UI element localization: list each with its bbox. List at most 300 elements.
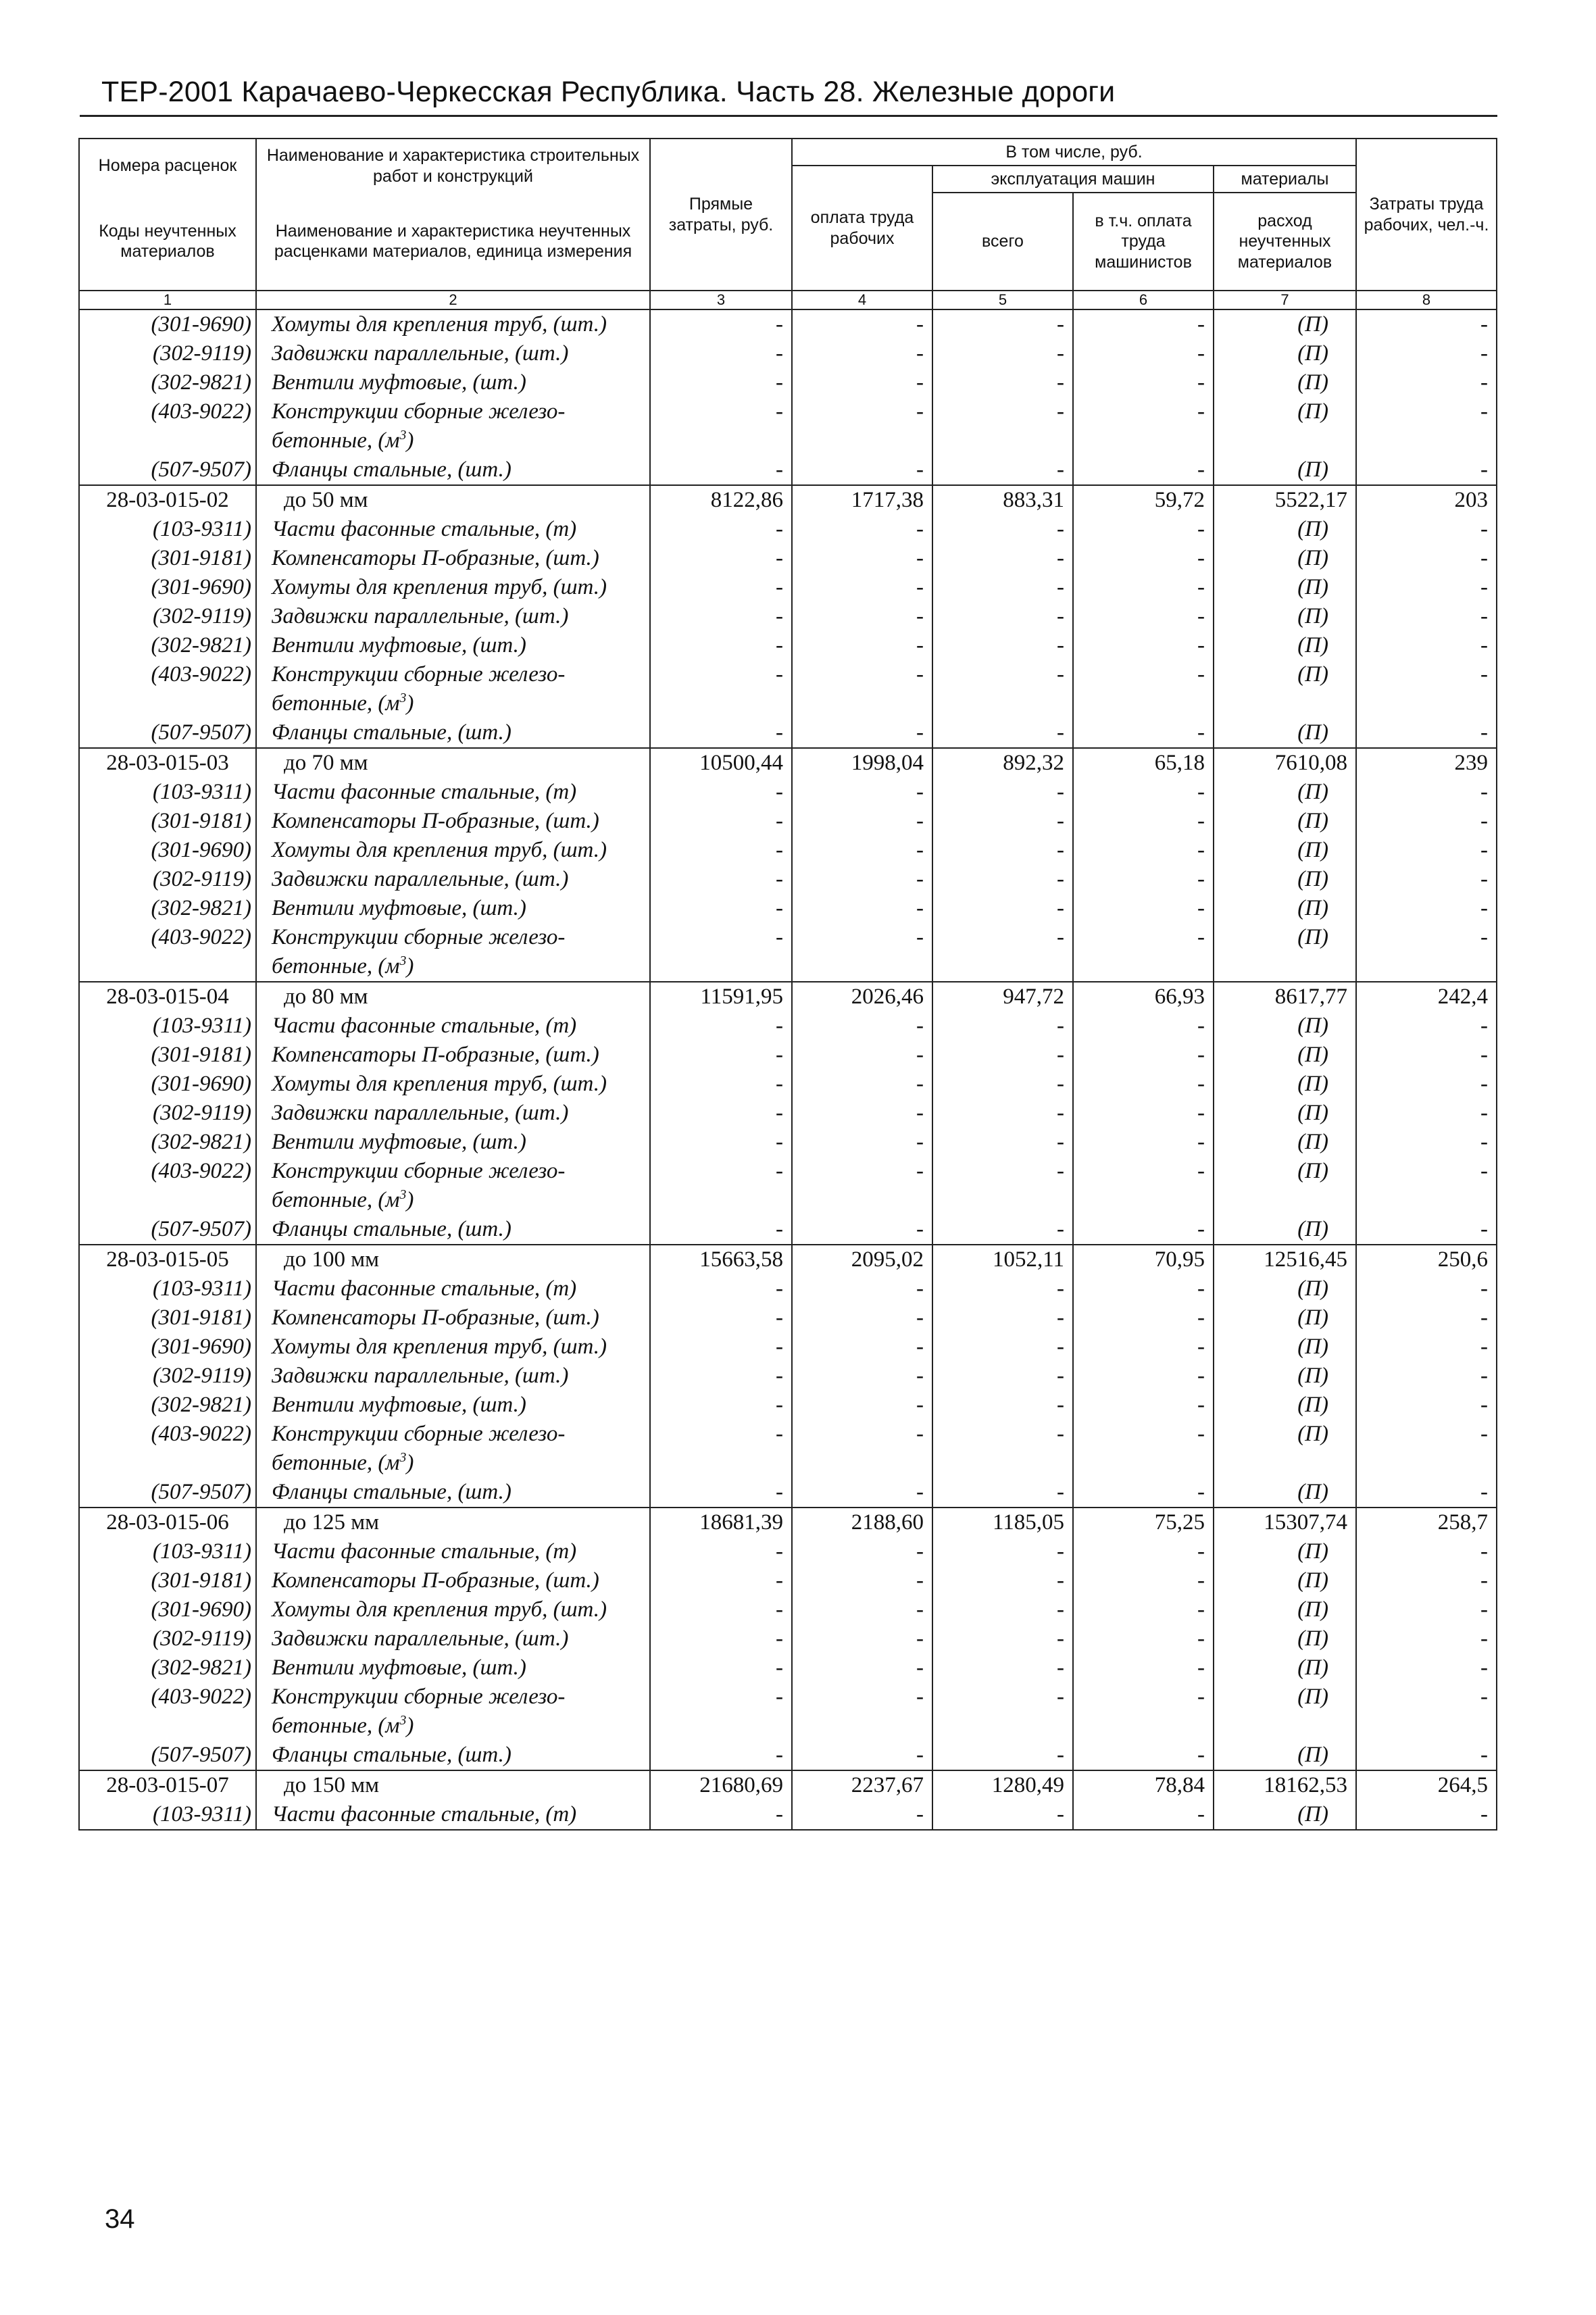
header-unaccounted-materials: расход неучтенных материалов bbox=[1214, 193, 1356, 291]
norm-table bbox=[78, 138, 1497, 1831]
material-row bbox=[79, 1537, 1497, 1566]
materials-cell: (П) bbox=[1214, 1041, 1356, 1070]
direct-costs-cell: - bbox=[650, 309, 792, 339]
material-row bbox=[79, 1800, 1497, 1830]
page-title: ТЕР-2001 Карачаево-Черкесская Республика. Часть 28. Железные дороги bbox=[101, 76, 1116, 108]
direct-costs-cell: - bbox=[650, 1537, 792, 1566]
materials-cell: (П) bbox=[1214, 515, 1356, 544]
header-materials: материалы bbox=[1214, 166, 1356, 193]
name-text: Конструкции сборные железо-бетонные, (м bbox=[272, 1159, 566, 1212]
labor-hours-cell: - bbox=[1356, 718, 1497, 748]
name-text: Конструкции сборные железо-бетонные, (м bbox=[272, 399, 566, 453]
name-text: Части фасонные стальные, (т) bbox=[272, 780, 577, 804]
rate-code-cell: 28-03-015-02 bbox=[79, 485, 256, 515]
machine-total-cell: - bbox=[932, 1537, 1073, 1566]
rate-name-cell bbox=[256, 982, 650, 1012]
labor-pay-cell: - bbox=[792, 1741, 932, 1770]
material-code-cell: (403-9022) bbox=[79, 923, 256, 982]
materials-cell: (П) bbox=[1214, 807, 1356, 836]
direct-costs-cell: - bbox=[650, 368, 792, 397]
material-row bbox=[79, 515, 1497, 544]
machinist-pay-cell: - bbox=[1073, 1362, 1214, 1391]
machinist-pay-cell: - bbox=[1073, 1800, 1214, 1830]
direct-costs-cell: - bbox=[650, 573, 792, 602]
machine-total-cell: - bbox=[932, 718, 1073, 748]
material-code-cell: (103-9311) bbox=[79, 778, 256, 807]
labor-hours-cell: - bbox=[1356, 1391, 1497, 1420]
machine-total-cell: - bbox=[932, 397, 1073, 455]
machine-total-cell: - bbox=[932, 1800, 1073, 1830]
labor-pay-cell: - bbox=[792, 807, 932, 836]
machinist-pay-cell: - bbox=[1073, 339, 1214, 368]
material-row bbox=[79, 1274, 1497, 1303]
material-row bbox=[79, 1683, 1497, 1741]
machine-total-cell: - bbox=[932, 1333, 1073, 1362]
machine-total-cell: - bbox=[932, 1478, 1073, 1508]
labor-hours-cell: - bbox=[1356, 1303, 1497, 1333]
material-code-cell: (103-9311) bbox=[79, 1274, 256, 1303]
material-code-cell: (302-9119) bbox=[79, 1362, 256, 1391]
materials-cell: (П) bbox=[1214, 1741, 1356, 1770]
machine-total-cell: - bbox=[932, 1624, 1073, 1653]
labor-pay-cell: - bbox=[792, 1303, 932, 1333]
material-name-cell bbox=[256, 309, 650, 339]
material-name-cell bbox=[256, 1012, 650, 1041]
materials-cell: (П) bbox=[1214, 1333, 1356, 1362]
name-text-end: ) bbox=[406, 1451, 414, 1475]
labor-pay-cell: - bbox=[792, 718, 932, 748]
material-row bbox=[79, 778, 1497, 807]
direct-costs-cell: - bbox=[650, 339, 792, 368]
materials-cell: (П) bbox=[1214, 1070, 1356, 1099]
labor-pay-cell: 2237,67 bbox=[792, 1770, 932, 1800]
labor-hours-cell: - bbox=[1356, 1041, 1497, 1070]
labor-hours-cell: - bbox=[1356, 1128, 1497, 1157]
rate-row bbox=[79, 485, 1497, 515]
machinist-pay-cell: - bbox=[1073, 660, 1214, 718]
labor-pay-cell: - bbox=[792, 894, 932, 923]
materials-cell: (П) bbox=[1214, 544, 1356, 573]
material-name-cell bbox=[256, 1157, 650, 1215]
material-code-cell: (507-9507) bbox=[79, 718, 256, 748]
material-row bbox=[79, 1128, 1497, 1157]
labor-hours-cell: 264,5 bbox=[1356, 1770, 1497, 1800]
rate-code-cell: 28-03-015-04 bbox=[79, 982, 256, 1012]
materials-cell: (П) bbox=[1214, 573, 1356, 602]
labor-pay-cell: - bbox=[792, 1215, 932, 1245]
labor-pay-cell: - bbox=[792, 923, 932, 982]
material-code-cell: (302-9821) bbox=[79, 1653, 256, 1683]
machinist-pay-cell: - bbox=[1073, 1595, 1214, 1624]
name-text: Вентили муфтовые, (шт.) bbox=[272, 370, 526, 395]
machinist-pay-cell: - bbox=[1073, 923, 1214, 982]
name-text: Хомуты для крепления труб, (шт.) bbox=[272, 1597, 607, 1622]
direct-costs-cell: - bbox=[650, 1041, 792, 1070]
material-code-cell: (301-9181) bbox=[79, 807, 256, 836]
material-code-cell: (302-9119) bbox=[79, 339, 256, 368]
labor-pay-cell: - bbox=[792, 515, 932, 544]
direct-costs-cell: - bbox=[650, 865, 792, 894]
direct-costs-cell: - bbox=[650, 894, 792, 923]
material-code-cell: (302-9119) bbox=[79, 1099, 256, 1128]
materials-cell: (П) bbox=[1214, 923, 1356, 982]
materials-cell: (П) bbox=[1214, 1800, 1356, 1830]
machinist-pay-cell: - bbox=[1073, 1741, 1214, 1770]
direct-costs-cell: - bbox=[650, 1478, 792, 1508]
name-text: Части фасонные стальные, (т) bbox=[272, 1276, 577, 1301]
direct-costs-cell: 11591,95 bbox=[650, 982, 792, 1012]
material-name-cell bbox=[256, 1683, 650, 1741]
machine-total-cell: - bbox=[932, 1157, 1073, 1215]
machinist-pay-cell: - bbox=[1073, 1537, 1214, 1566]
direct-costs-cell: - bbox=[650, 1800, 792, 1830]
machine-total-cell: 947,72 bbox=[932, 982, 1073, 1012]
machine-total-cell: - bbox=[932, 1566, 1073, 1595]
machinist-pay-cell: - bbox=[1073, 1624, 1214, 1653]
materials-cell: (П) bbox=[1214, 309, 1356, 339]
direct-costs-cell: 15663,58 bbox=[650, 1245, 792, 1274]
materials-cell: (П) bbox=[1214, 718, 1356, 748]
material-row bbox=[79, 368, 1497, 397]
name-text: Части фасонные стальные, (т) bbox=[272, 1014, 577, 1038]
direct-costs-cell: - bbox=[650, 631, 792, 660]
labor-pay-cell: - bbox=[792, 602, 932, 631]
direct-costs-cell: - bbox=[650, 1274, 792, 1303]
materials-cell: (П) bbox=[1214, 1624, 1356, 1653]
machine-total-cell: - bbox=[932, 1099, 1073, 1128]
machinist-pay-cell: - bbox=[1073, 1041, 1214, 1070]
unit-superscript: 3 bbox=[399, 953, 407, 968]
column-numbers-row bbox=[79, 291, 1497, 309]
material-name-cell bbox=[256, 778, 650, 807]
name-text-end: ) bbox=[406, 1188, 414, 1212]
material-row bbox=[79, 1012, 1497, 1041]
header-material-codes: Коды неучтенных материалов bbox=[79, 193, 256, 291]
direct-costs-cell: - bbox=[650, 1683, 792, 1741]
material-name-cell bbox=[256, 1391, 650, 1420]
direct-costs-cell: 10500,44 bbox=[650, 748, 792, 778]
materials-cell: 5522,17 bbox=[1214, 485, 1356, 515]
direct-costs-cell: - bbox=[650, 1099, 792, 1128]
direct-costs-cell: - bbox=[650, 1303, 792, 1333]
name-text: Конструкции сборные железо-бетонные, (м bbox=[272, 1422, 566, 1475]
materials-cell: (П) bbox=[1214, 1303, 1356, 1333]
materials-cell: (П) bbox=[1214, 1274, 1356, 1303]
unit-superscript: 3 bbox=[399, 1450, 407, 1465]
rate-code-cell: 28-03-015-06 bbox=[79, 1508, 256, 1537]
machinist-pay-cell: 70,95 bbox=[1073, 1245, 1214, 1274]
direct-costs-cell: - bbox=[650, 1420, 792, 1478]
machinist-pay-cell: 59,72 bbox=[1073, 485, 1214, 515]
machinist-pay-cell: - bbox=[1073, 602, 1214, 631]
material-code-cell: (403-9022) bbox=[79, 1157, 256, 1215]
material-name-cell bbox=[256, 573, 650, 602]
labor-hours-cell: - bbox=[1356, 1537, 1497, 1566]
labor-pay-cell: - bbox=[792, 1333, 932, 1362]
materials-cell: (П) bbox=[1214, 1537, 1356, 1566]
machine-total-cell: - bbox=[932, 544, 1073, 573]
material-name-cell bbox=[256, 807, 650, 836]
name-text: Задвижки параллельные, (шт.) bbox=[272, 1364, 569, 1388]
rate-name-cell bbox=[256, 1508, 650, 1537]
machinist-pay-cell: - bbox=[1073, 1070, 1214, 1099]
machine-total-cell: - bbox=[932, 515, 1073, 544]
direct-costs-cell: - bbox=[650, 602, 792, 631]
machinist-pay-cell: - bbox=[1073, 631, 1214, 660]
name-text: Задвижки параллельные, (шт.) bbox=[272, 604, 569, 628]
name-text: Хомуты для крепления труб, (шт.) bbox=[272, 1335, 607, 1359]
header-machine-total: всего bbox=[932, 193, 1073, 291]
material-row bbox=[79, 1595, 1497, 1624]
materials-cell: (П) bbox=[1214, 1128, 1356, 1157]
labor-hours-cell: - bbox=[1356, 660, 1497, 718]
machine-total-cell: 1185,05 bbox=[932, 1508, 1073, 1537]
page-number: 34 bbox=[105, 2204, 135, 2234]
materials-cell: (П) bbox=[1214, 778, 1356, 807]
machine-total-cell: - bbox=[932, 339, 1073, 368]
labor-pay-cell: 2095,02 bbox=[792, 1245, 932, 1274]
name-text: Компенсаторы П-образные, (шт.) bbox=[272, 809, 599, 833]
material-row bbox=[79, 455, 1497, 485]
labor-hours-cell: 250,6 bbox=[1356, 1245, 1497, 1274]
header-labor-costs: Затраты труда рабочих, чел.-ч. bbox=[1356, 139, 1497, 291]
name-text: Задвижки параллельные, (шт.) bbox=[272, 867, 569, 891]
material-code-cell: (403-9022) bbox=[79, 1683, 256, 1741]
materials-cell: (П) bbox=[1214, 1683, 1356, 1741]
material-name-cell bbox=[256, 339, 650, 368]
direct-costs-cell: - bbox=[650, 1391, 792, 1420]
material-row bbox=[79, 1215, 1497, 1245]
machine-total-cell: - bbox=[932, 1595, 1073, 1624]
direct-costs-cell: - bbox=[650, 778, 792, 807]
rate-row bbox=[79, 1770, 1497, 1800]
material-code-cell: (302-9821) bbox=[79, 1391, 256, 1420]
name-text: Компенсаторы П-образные, (шт.) bbox=[272, 546, 599, 570]
machine-total-cell: - bbox=[932, 1041, 1073, 1070]
labor-hours-cell: - bbox=[1356, 573, 1497, 602]
material-code-cell: (301-9690) bbox=[79, 1333, 256, 1362]
machinist-pay-cell: - bbox=[1073, 1303, 1214, 1333]
rate-row bbox=[79, 748, 1497, 778]
machine-total-cell: - bbox=[932, 807, 1073, 836]
machinist-pay-cell: - bbox=[1073, 309, 1214, 339]
labor-hours-cell: - bbox=[1356, 1653, 1497, 1683]
column-number: 3 bbox=[650, 291, 792, 309]
material-code-cell: (403-9022) bbox=[79, 1420, 256, 1478]
name-text-end: ) bbox=[406, 1714, 414, 1738]
machinist-pay-cell: - bbox=[1073, 1157, 1214, 1215]
name-text: Части фасонные стальные, (т) bbox=[272, 517, 577, 541]
labor-hours-cell: - bbox=[1356, 1566, 1497, 1595]
labor-hours-cell: 203 bbox=[1356, 485, 1497, 515]
header-direct-costs: Прямые затраты, руб. bbox=[650, 139, 792, 291]
material-code-cell: (103-9311) bbox=[79, 1537, 256, 1566]
material-name-cell bbox=[256, 631, 650, 660]
material-name-cell bbox=[256, 1624, 650, 1653]
machinist-pay-cell: - bbox=[1073, 455, 1214, 485]
materials-cell: 18162,53 bbox=[1214, 1770, 1356, 1800]
labor-pay-cell: - bbox=[792, 1128, 932, 1157]
material-row bbox=[79, 1041, 1497, 1070]
material-name-cell bbox=[256, 1537, 650, 1566]
materials-cell: (П) bbox=[1214, 1099, 1356, 1128]
labor-pay-cell: - bbox=[792, 1595, 932, 1624]
materials-cell: (П) bbox=[1214, 1215, 1356, 1245]
material-code-cell: (103-9311) bbox=[79, 515, 256, 544]
machinist-pay-cell: - bbox=[1073, 1215, 1214, 1245]
machine-total-cell: - bbox=[932, 573, 1073, 602]
name-text: до 100 мм bbox=[284, 1247, 380, 1272]
machine-total-cell: 1280,49 bbox=[932, 1770, 1073, 1800]
material-code-cell: (301-9181) bbox=[79, 544, 256, 573]
material-name-cell bbox=[256, 1333, 650, 1362]
material-row bbox=[79, 807, 1497, 836]
name-text: Части фасонные стальные, (т) bbox=[272, 1802, 577, 1826]
materials-cell: (П) bbox=[1214, 368, 1356, 397]
labor-pay-cell: - bbox=[792, 1274, 932, 1303]
labor-hours-cell: 239 bbox=[1356, 748, 1497, 778]
material-name-cell bbox=[256, 718, 650, 748]
machinist-pay-cell: - bbox=[1073, 368, 1214, 397]
direct-costs-cell: - bbox=[650, 807, 792, 836]
labor-hours-cell: - bbox=[1356, 631, 1497, 660]
machine-total-cell: - bbox=[932, 631, 1073, 660]
machinist-pay-cell: - bbox=[1073, 1566, 1214, 1595]
name-text: Вентили муфтовые, (шт.) bbox=[272, 896, 526, 920]
machinist-pay-cell: - bbox=[1073, 1391, 1214, 1420]
machinist-pay-cell: 75,25 bbox=[1073, 1508, 1214, 1537]
direct-costs-cell: - bbox=[650, 397, 792, 455]
machine-total-cell: 892,32 bbox=[932, 748, 1073, 778]
unit-superscript: 3 bbox=[399, 1187, 407, 1202]
header-work-name: Наименование и характеристика строительных работ и конструкций bbox=[256, 139, 650, 193]
labor-hours-cell: - bbox=[1356, 865, 1497, 894]
name-text: Вентили муфтовые, (шт.) bbox=[272, 1393, 526, 1417]
machinist-pay-cell: - bbox=[1073, 1478, 1214, 1508]
material-code-cell: (302-9821) bbox=[79, 894, 256, 923]
labor-pay-cell: - bbox=[792, 1070, 932, 1099]
materials-cell: (П) bbox=[1214, 339, 1356, 368]
material-name-cell bbox=[256, 1274, 650, 1303]
material-code-cell: (301-9690) bbox=[79, 836, 256, 865]
direct-costs-cell: 21680,69 bbox=[650, 1770, 792, 1800]
name-text: Фланцы стальные, (шт.) bbox=[272, 720, 512, 745]
machine-total-cell: - bbox=[932, 1362, 1073, 1391]
material-name-cell bbox=[256, 1041, 650, 1070]
direct-costs-cell: - bbox=[650, 923, 792, 982]
machinist-pay-cell: - bbox=[1073, 865, 1214, 894]
materials-cell: (П) bbox=[1214, 1653, 1356, 1683]
machine-total-cell: - bbox=[932, 1274, 1073, 1303]
direct-costs-cell: - bbox=[650, 836, 792, 865]
name-text: Фланцы стальные, (шт.) bbox=[272, 1217, 512, 1241]
machine-total-cell: - bbox=[932, 455, 1073, 485]
labor-pay-cell: - bbox=[792, 339, 932, 368]
material-row bbox=[79, 1070, 1497, 1099]
name-text: до 70 мм bbox=[284, 751, 368, 775]
labor-hours-cell: - bbox=[1356, 1157, 1497, 1215]
materials-cell: (П) bbox=[1214, 602, 1356, 631]
title-rule bbox=[80, 115, 1497, 117]
labor-pay-cell: - bbox=[792, 631, 932, 660]
header-material-names: Наименование и характеристика неучтенных расценками материалов, единица измерения bbox=[256, 193, 650, 291]
machinist-pay-cell: 66,93 bbox=[1073, 982, 1214, 1012]
material-row bbox=[79, 718, 1497, 748]
labor-pay-cell: - bbox=[792, 455, 932, 485]
name-text: Фланцы стальные, (шт.) bbox=[272, 457, 512, 482]
material-row bbox=[79, 1478, 1497, 1508]
machinist-pay-cell: - bbox=[1073, 1653, 1214, 1683]
material-code-cell: (103-9311) bbox=[79, 1012, 256, 1041]
material-name-cell bbox=[256, 660, 650, 718]
direct-costs-cell: - bbox=[650, 1012, 792, 1041]
name-text-end: ) bbox=[406, 428, 414, 453]
rate-row bbox=[79, 1245, 1497, 1274]
material-name-cell bbox=[256, 836, 650, 865]
material-row bbox=[79, 1653, 1497, 1683]
labor-pay-cell: - bbox=[792, 544, 932, 573]
name-text: Части фасонные стальные, (т) bbox=[272, 1539, 577, 1564]
material-name-cell bbox=[256, 602, 650, 631]
materials-cell: (П) bbox=[1214, 1566, 1356, 1595]
labor-hours-cell: - bbox=[1356, 1362, 1497, 1391]
name-text: Конструкции сборные железо-бетонные, (м bbox=[272, 662, 566, 716]
material-row bbox=[79, 1333, 1497, 1362]
material-row bbox=[79, 1157, 1497, 1215]
materials-cell: (П) bbox=[1214, 455, 1356, 485]
machine-total-cell: - bbox=[932, 368, 1073, 397]
machine-total-cell: - bbox=[932, 660, 1073, 718]
machinist-pay-cell: - bbox=[1073, 515, 1214, 544]
labor-pay-cell: 1998,04 bbox=[792, 748, 932, 778]
rate-code-cell: 28-03-015-07 bbox=[79, 1770, 256, 1800]
unit-superscript: 3 bbox=[399, 691, 407, 705]
material-code-cell: (301-9181) bbox=[79, 1041, 256, 1070]
direct-costs-cell: - bbox=[650, 1624, 792, 1653]
material-row bbox=[79, 894, 1497, 923]
materials-cell: 15307,74 bbox=[1214, 1508, 1356, 1537]
material-code-cell: (301-9690) bbox=[79, 1595, 256, 1624]
material-name-cell bbox=[256, 544, 650, 573]
materials-cell: 7610,08 bbox=[1214, 748, 1356, 778]
material-code-cell: (302-9821) bbox=[79, 631, 256, 660]
labor-hours-cell: - bbox=[1356, 1215, 1497, 1245]
materials-cell: (П) bbox=[1214, 836, 1356, 865]
material-name-cell bbox=[256, 1800, 650, 1830]
labor-hours-cell: - bbox=[1356, 1099, 1497, 1128]
material-name-cell bbox=[256, 1128, 650, 1157]
name-text: Хомуты для крепления труб, (шт.) bbox=[272, 838, 607, 862]
machine-total-cell: - bbox=[932, 602, 1073, 631]
labor-pay-cell: - bbox=[792, 1683, 932, 1741]
materials-cell: (П) bbox=[1214, 1012, 1356, 1041]
labor-hours-cell: - bbox=[1356, 1800, 1497, 1830]
labor-hours-cell: - bbox=[1356, 339, 1497, 368]
machine-total-cell: 1052,11 bbox=[932, 1245, 1073, 1274]
name-text: до 50 мм bbox=[284, 488, 368, 512]
material-name-cell bbox=[256, 455, 650, 485]
machine-total-cell: - bbox=[932, 1128, 1073, 1157]
material-row bbox=[79, 1303, 1497, 1333]
material-name-cell bbox=[256, 1215, 650, 1245]
name-text: Задвижки параллельные, (шт.) bbox=[272, 1101, 569, 1125]
machinist-pay-cell: 78,84 bbox=[1073, 1770, 1214, 1800]
material-code-cell: (301-9690) bbox=[79, 1070, 256, 1099]
rate-name-cell bbox=[256, 748, 650, 778]
labor-pay-cell: - bbox=[792, 309, 932, 339]
name-text: Задвижки параллельные, (шт.) bbox=[272, 341, 569, 366]
direct-costs-cell: - bbox=[650, 1362, 792, 1391]
